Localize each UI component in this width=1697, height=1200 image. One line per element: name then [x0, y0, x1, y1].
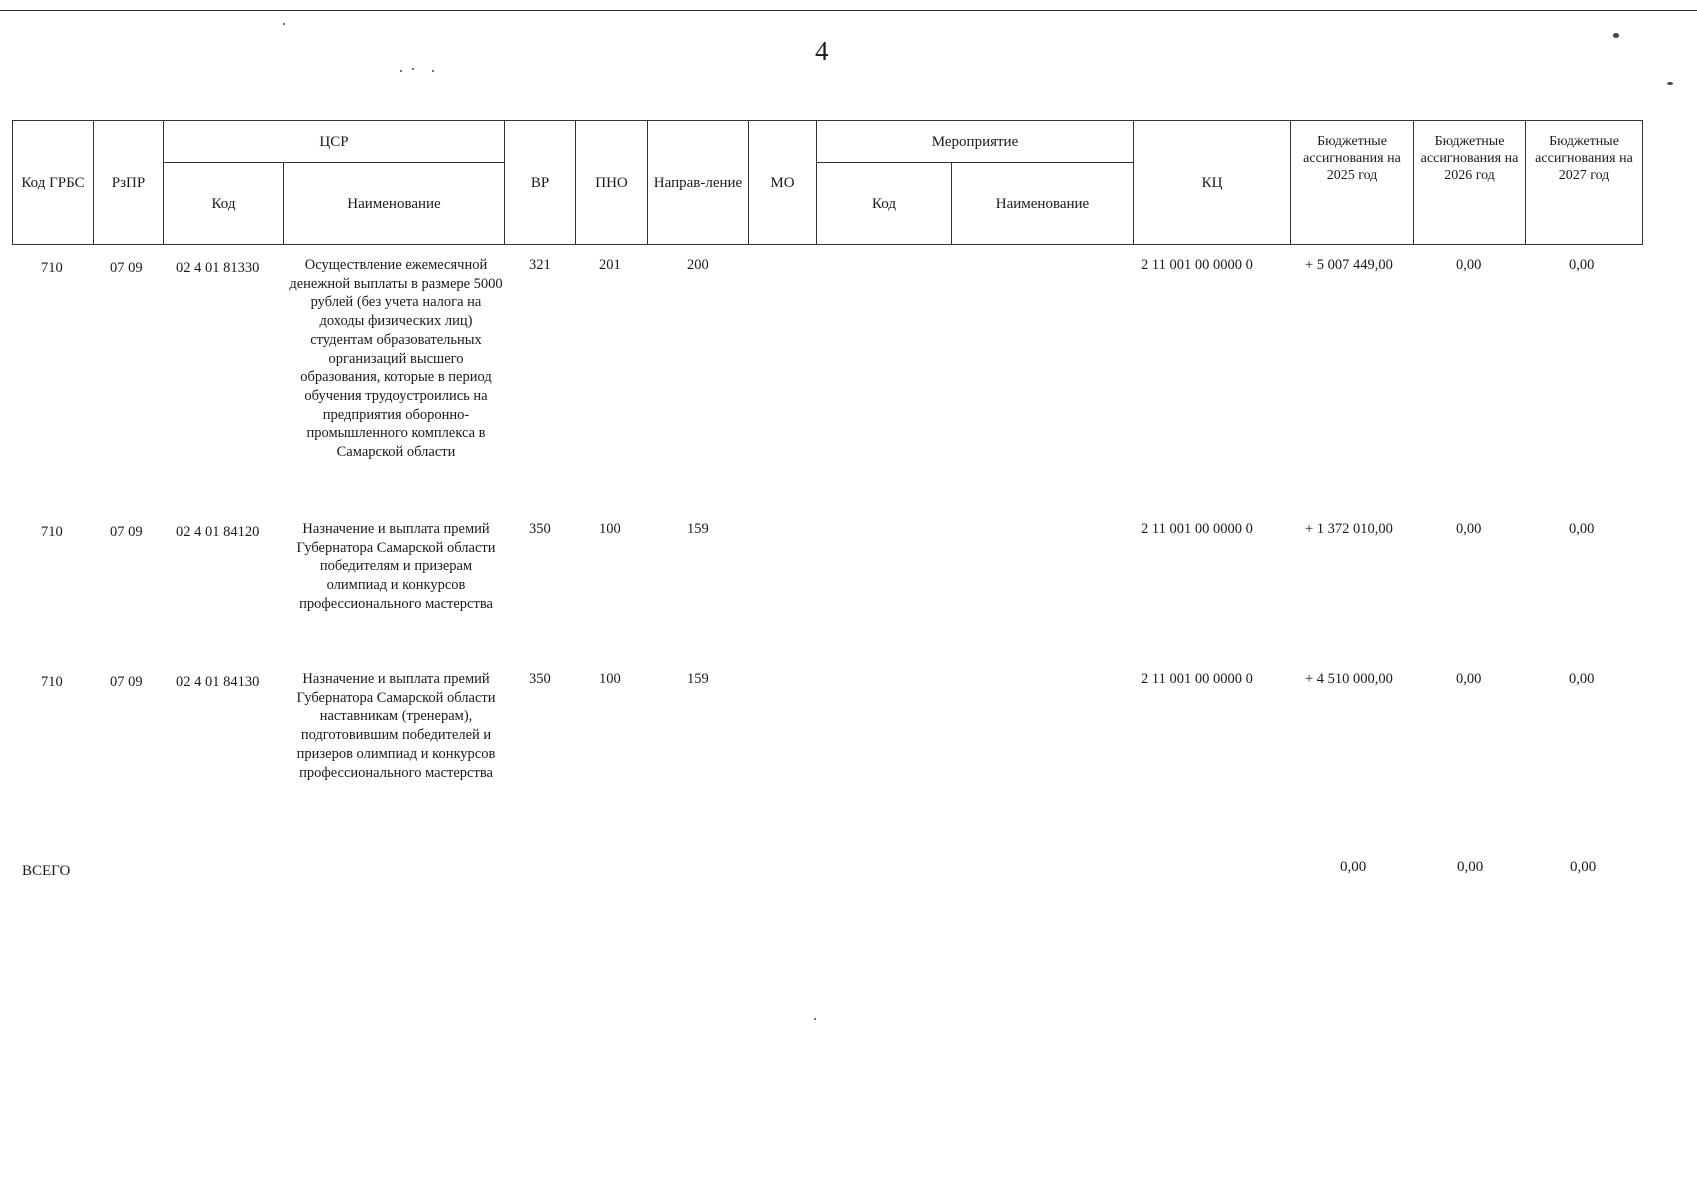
cell-rzpr: 07 09: [110, 260, 143, 276]
cell-kc: 2 11 001 00 0000 0: [1141, 521, 1253, 537]
cell-budget-2026: 0,00: [1456, 521, 1482, 537]
scan-speck: [432, 70, 434, 72]
cell-pno: 201: [599, 257, 621, 273]
cell-csr-kod: 02 4 01 81330: [176, 260, 260, 276]
header-meropriyatie-group: Мероприятие: [817, 121, 1134, 163]
page-number: 4: [815, 36, 829, 66]
cell-csr-name: Назначение и выплата премий Губернатора Самарской области наставникам (тренерам), подготовившим победителей и призеров олимпиад и конкурсов профессионального мастерства: [296, 671, 496, 781]
table-header: [12, 120, 1643, 245]
cell-budget-2026: 0,00: [1456, 257, 1482, 273]
cell-budget-2025: + 5 007 449,00: [1305, 257, 1393, 273]
cell-pno: 100: [599, 671, 621, 687]
header-rzpr: РзПР: [94, 121, 164, 245]
header-meropriyatie-kod: Код: [817, 163, 952, 245]
cell-napravlenie: 159: [687, 671, 709, 687]
cell-rzpr: 07 09: [110, 674, 143, 690]
header-vr: ВР: [505, 121, 576, 245]
top-border-line: [0, 10, 1697, 11]
cell-csr-name: Осуществление ежемесячной денежной выплаты в размере 5000 рублей (без учета налога на доходы физических лиц) студентам образовательных организаций высшего образования, которые в период обучения трудоустроились на предприятия оборонно-промышленного комплекса в Самарской области: [289, 257, 503, 461]
cell-csr-kod: 02 4 01 84120: [176, 524, 260, 540]
header-kod-grbs: Код ГРБС: [13, 121, 94, 245]
cell-napravlenie: 159: [687, 521, 709, 537]
cell-grbs: 710: [41, 524, 63, 540]
total-budget-2025: 0,00: [1340, 859, 1367, 875]
total-label: ВСЕГО: [22, 863, 71, 879]
cell-vr: 321: [529, 257, 551, 273]
cell-grbs: 710: [41, 260, 63, 276]
header-budget-2026: Бюджетные ассигнования на 2026 год: [1414, 121, 1526, 245]
scan-speck: [412, 68, 414, 70]
cell-budget-2027: 0,00: [1569, 521, 1595, 537]
header-budget-2025: Бюджетные ассигнования на 2025 год: [1291, 121, 1414, 245]
cell-budget-2027: 0,00: [1569, 257, 1595, 273]
header-csr-group: ЦСР: [164, 121, 505, 163]
header-meropriyatie-name: Наименование: [952, 163, 1134, 245]
cell-rzpr: 07 09: [110, 524, 143, 540]
scan-speck: [283, 23, 285, 25]
cell-kc: 2 11 001 00 0000 0: [1141, 671, 1253, 687]
header-csr-kod: Код: [164, 163, 284, 245]
scan-speck: [1667, 82, 1673, 85]
cell-csr-name: Назначение и выплата премий Губернатора Самарской области победителям и призерам олимпиад и конкурсов профессионального мастерства: [296, 521, 496, 612]
cell-budget-2027: 0,00: [1569, 671, 1595, 687]
cell-grbs: 710: [41, 674, 63, 690]
cell-budget-2025: + 4 510 000,00: [1305, 671, 1393, 687]
header-kc: КЦ: [1134, 121, 1291, 245]
header-budget-2027: Бюджетные ассигнования на 2027 год: [1526, 121, 1643, 245]
cell-pno: 100: [599, 521, 621, 537]
header-mo: МО: [749, 121, 817, 245]
scan-speck: [1613, 33, 1619, 38]
cell-napravlenie: 200: [687, 257, 709, 273]
header-pno: ПНО: [576, 121, 648, 245]
header-csr-name: Наименование: [284, 163, 505, 245]
total-budget-2026: 0,00: [1457, 859, 1484, 875]
cell-csr-kod: 02 4 01 84130: [176, 674, 260, 690]
cell-kc: 2 11 001 00 0000 0: [1141, 257, 1253, 273]
scan-speck: [400, 70, 402, 72]
scan-speck: [814, 1018, 816, 1020]
cell-budget-2025: + 1 372 010,00: [1305, 521, 1393, 537]
cell-vr: 350: [529, 671, 551, 687]
total-budget-2027: 0,00: [1570, 859, 1597, 875]
cell-vr: 350: [529, 521, 551, 537]
cell-budget-2026: 0,00: [1456, 671, 1482, 687]
header-napravlenie: Направ-ление: [648, 121, 749, 245]
